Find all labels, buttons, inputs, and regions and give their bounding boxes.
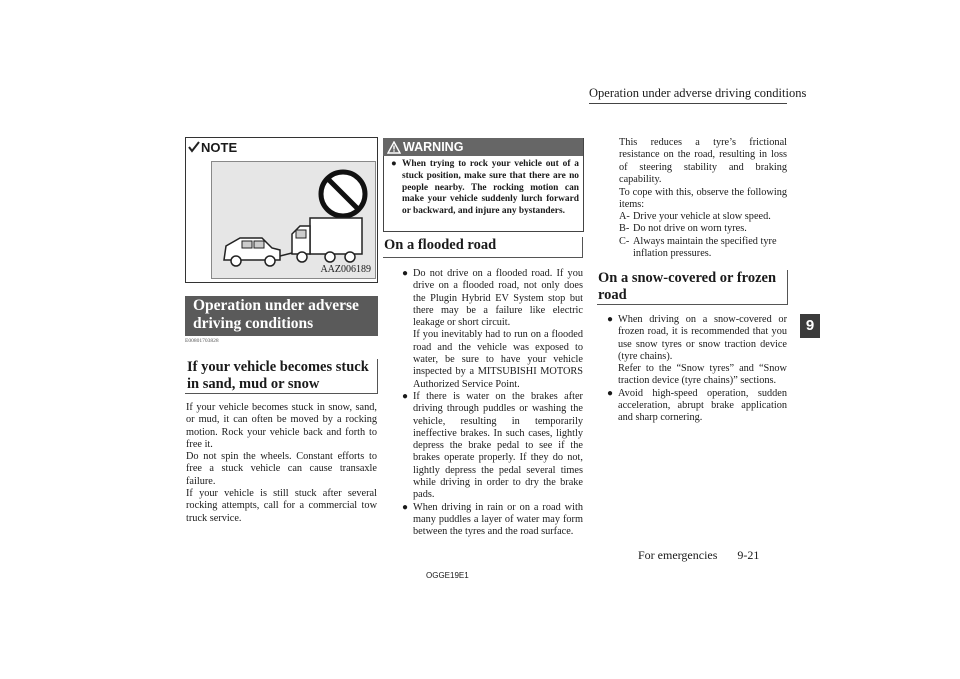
warning-triangle-icon	[387, 141, 401, 154]
stuck-paragraph: If your vehicle becomes stuck in snow, sand, or mud, it can often be moved by a rocking motion. Rock your vehicle back and forth to free it.	[186, 402, 377, 450]
chapter-tab: 9	[800, 314, 820, 338]
running-title: Operation under adverse driving conditions	[589, 86, 807, 100]
item-mark: B-	[619, 223, 630, 235]
list-item-text: When driving on a snow-covered or frozen road, it is recommended that you use snow tyres or snow traction device (tyre chains).	[618, 314, 787, 362]
cope-text: To cope with this, observe the following items:	[619, 187, 787, 211]
bullet-dot: ●	[402, 390, 409, 402]
list-item	[607, 388, 787, 425]
section-code: E00801703828	[185, 338, 219, 344]
list-item	[609, 223, 788, 235]
list-item	[609, 211, 788, 223]
list-item	[402, 268, 583, 391]
note-check-icon	[188, 141, 200, 153]
footer-section-name: For emergencies	[638, 548, 718, 562]
warning-header	[383, 138, 583, 156]
stuck-heading: If your vehicle becomes stuck in sand, mud or snow	[185, 359, 378, 394]
bullet-dot: ●	[402, 501, 409, 513]
stuck-paragraph: Do not spin the wheels. Constant efforts to free a stuck vehicle can cause transaxle failure.	[186, 451, 377, 487]
bullet-dot: ●	[391, 159, 397, 169]
page-number: 9-21	[737, 548, 760, 562]
item-mark: A-	[619, 211, 630, 222]
flooded-heading: On a flooded road	[383, 237, 583, 258]
list-item-text: If there is water on the brakes after driving through puddles or washing the vehicle, resulting in temporarily ineffective brakes. In such cases, lightly depress the brake pedal to see if the brakes operate properly. If they do not, lightly depress the pedal several times while driving in order to dry the brake pads.	[413, 390, 583, 501]
cope-items	[609, 211, 788, 260]
bullet-dot: ●	[607, 314, 614, 325]
list-item-text: Drive your vehicle at slow speed.	[633, 211, 771, 222]
figure-code: AAZ006189	[320, 264, 371, 275]
list-item-text: Do not drive on a flooded road. If you drive on a flooded road, not only does the Plugin Hybrid EV System stop but there may be a failure like electric leakage or short circuit.	[413, 268, 583, 329]
flooded-bullets	[402, 268, 583, 539]
right-intro: This reduces a tyre’s frictional resistance on the road, resulting in loss of steering stability and braking capability.	[619, 137, 787, 185]
list-item	[607, 314, 787, 388]
footer-code: OGGE19E1	[426, 571, 469, 580]
list-item	[402, 502, 583, 539]
note-label: NOTE	[201, 140, 238, 155]
snow-heading: On a snow-covered or frozen road	[597, 270, 788, 305]
list-item-text: Refer to the “Snow tyres” and “Snow traction device (tyre chains)” sections.	[618, 363, 787, 387]
list-item-text: Avoid high-speed operation, sudden acceleration, abrupt brake application and sharp cornering.	[618, 387, 787, 424]
item-mark: C-	[619, 235, 630, 247]
list-item	[609, 236, 788, 261]
bullet-dot: ●	[402, 268, 409, 279]
header-rule	[589, 103, 787, 104]
section-title: Operation under adverse driving conditions	[193, 297, 359, 332]
warning-label: WARNING	[403, 140, 464, 154]
snow-bullets	[607, 314, 787, 425]
list-item	[402, 391, 583, 502]
stuck-paragraph: If your vehicle is still stuck after several rocking attempts, call for a commercial tow truck service.	[186, 488, 377, 524]
warning-text-block	[391, 159, 579, 218]
list-item-text: When driving in rain or on a road with many puddles a layer of water may form between the tyres and the road surface.	[413, 501, 583, 538]
list-item-text: Do not drive on worn tyres.	[633, 223, 747, 235]
stuck-text	[186, 402, 377, 525]
footer-section	[638, 548, 759, 563]
section-banner	[185, 296, 378, 336]
tow-prohibited-icon	[212, 162, 375, 278]
towing-illustration	[211, 161, 376, 279]
bullet-dot: ●	[607, 387, 614, 399]
list-item-text: If you inevitably had to run on a flooded road and the vehicle was exposed to water, be sure to have your vehicle inspected by a MITSUBISHI MOTORS Authorized Service Point.	[413, 329, 583, 390]
list-item-text: Always maintain the specified tyre inflation pressures.	[633, 235, 777, 259]
warning-text: When trying to rock your vehicle out of a stuck position, make sure that there are no people nearby. The rocking motion can make your vehicle suddenly lurch forward or backward, and injure any bystanders.	[402, 159, 579, 217]
